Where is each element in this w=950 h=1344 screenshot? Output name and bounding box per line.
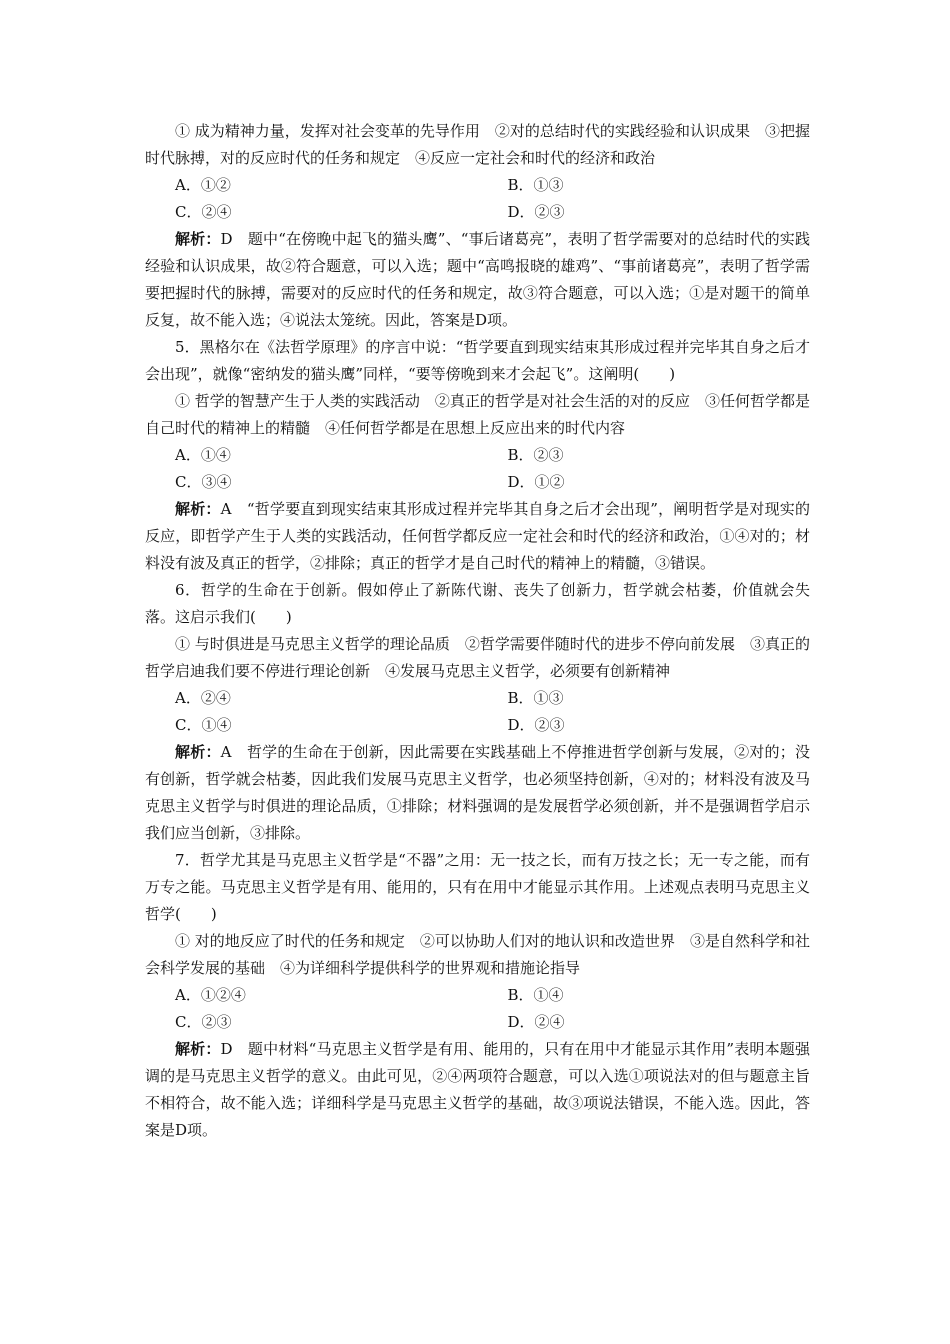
- q4-items: ① 成为精神力量，发挥对社会变革的先导作用 ②对的总结时代的实践经验和认识成果 ③把握时代脉搏，对的反应时代的任务和规定 ④反应一定社会和时代的经济和政治: [145, 122, 810, 167]
- q7-analysis-label: 解析：: [175, 1040, 221, 1058]
- document-page: [145, 118, 810, 1144]
- q6-option-c: C．①④: [175, 716, 232, 734]
- q6-option-a: A．②④: [175, 689, 231, 707]
- q7-option-a: A．①②④: [175, 986, 246, 1004]
- q6-option-d: D．②③: [507, 716, 565, 734]
- q7-options-row-2: [145, 1009, 810, 1036]
- q7-analysis-text: D 题中材料“马克思主义哲学是有用、能用的，只有在用中才能显示其作用”表明本题强调的是马克思主义哲学的意义。由此可见，②④两项符合题意，可以入选①项说法对的但与题意主旨不相符合，故不能入选；详细科学是马克思主义哲学的基础，故③项说法错误，不能入选。因此，答案是D项。: [145, 1040, 810, 1139]
- q5-option-b: B．②③: [507, 446, 564, 464]
- q5-option-d: D．①②: [507, 473, 565, 491]
- q4-options-row-1: [145, 172, 810, 199]
- q7-option-d: D．②④: [507, 1013, 565, 1031]
- q6-option-b: B．①③: [507, 689, 564, 707]
- q5-analysis-text: A “哲学要直到现实结束其形成过程并完毕其自身之后才会出现”，阐明哲学是对现实的反应，即哲学产生于人类的实践活动，任何哲学都反应一定社会和时代的经济和政治，①④对的；材料没有波及真正的哲学，②排除；真正的哲学才是自己时代的精神上的精髓，③错误。: [145, 500, 810, 572]
- q4-option-a: A．①②: [175, 176, 231, 194]
- q7-stem: 7．哲学尤其是马克思主义哲学是“不器”之用：无一技之长，而有万技之长；无一专之能，而有万专之能。马克思主义哲学是有用、能用的，只有在用中才能显示其作用。上述观点表明马克思主义哲学( ): [145, 851, 810, 923]
- q6-items: ① 与时俱进是马克思主义哲学的理论品质 ②哲学需要伴随时代的进步不停向前发展 ③真正的哲学启迪我们要不停进行理论创新 ④发展马克思主义哲学，必须要有创新精神: [145, 635, 810, 680]
- q4-analysis-text: D 题中“在傍晚中起飞的猫头鹰”、“事后诸葛亮”，表明了哲学需要对的总结时代的实践经验和认识成果，故②符合题意，可以入选；题中“高鸣报晓的雄鸡”、“事前诸葛亮”，表明了哲学需要把握时代的脉搏，需要对的反应时代的任务和规定，故③符合题意，可以入选；①是对题干的简单反复，故不能入选；④说法太笼统。因此，答案是D项。: [145, 230, 810, 329]
- q5-items: ① 哲学的智慧产生于人类的实践活动 ②真正的哲学是对社会生活的对的反应 ③任何哲学都是自己时代的精神上的精髓 ④任何哲学都是在思想上反应出来的时代内容: [145, 392, 810, 437]
- q4-option-c: C．②④: [175, 203, 232, 221]
- q7-option-b: B．①④: [507, 986, 564, 1004]
- q6-options-row-2: [145, 712, 810, 739]
- q4-option-d: D．②③: [507, 203, 565, 221]
- q7-options-row-1: [145, 982, 810, 1009]
- q5-option-c: C．③④: [175, 473, 232, 491]
- q4-options-row-2: [145, 199, 810, 226]
- q6-stem: 6．哲学的生命在于创新。假如停止了新陈代谢、丧失了创新力，哲学就会枯萎，价值就会失落。这启示我们( ): [145, 581, 810, 626]
- q5-stem: 5．黑格尔在《法哲学原理》的序言中说：“哲学要直到现实结束其形成过程并完毕其自身之后才会出现”，就像“密纳发的猫头鹰”同样，“要等傍晚到来才会起飞”。这阐明( ): [145, 338, 810, 383]
- q4-analysis: [145, 226, 810, 334]
- q4-option-b: B．①③: [507, 176, 564, 194]
- q5-analysis: [145, 496, 810, 577]
- q7-items: ① 对的地反应了时代的任务和规定 ②可以协助人们对的地认识和改造世界 ③是自然科学和社会科学发展的基础 ④为详细科学提供科学的世界观和措施论指导: [145, 932, 810, 977]
- q6-options-row-1: [145, 685, 810, 712]
- q7-analysis: [145, 1036, 810, 1144]
- q5-options-row-2: [145, 469, 810, 496]
- q5-option-a: A．①④: [175, 446, 231, 464]
- q6-analysis-text: A 哲学的生命在于创新，因此需要在实践基础上不停推进哲学创新与发展，②对的；没有创新，哲学就会枯萎，因此我们发展马克思主义哲学，也必须坚持创新，④对的；材料没有波及马克思主义哲学与时俱进的理论品质，①排除；材料强调的是发展哲学必须创新，并不是强调哲学启示我们应当创新，③排除。: [145, 743, 810, 842]
- q6-analysis-label: 解析：: [175, 743, 221, 761]
- q5-options-row-1: [145, 442, 810, 469]
- q5-analysis-label: 解析：: [175, 500, 221, 518]
- q7-option-c: C．②③: [175, 1013, 232, 1031]
- q4-analysis-label: 解析：: [175, 230, 221, 248]
- q6-analysis: [145, 739, 810, 847]
